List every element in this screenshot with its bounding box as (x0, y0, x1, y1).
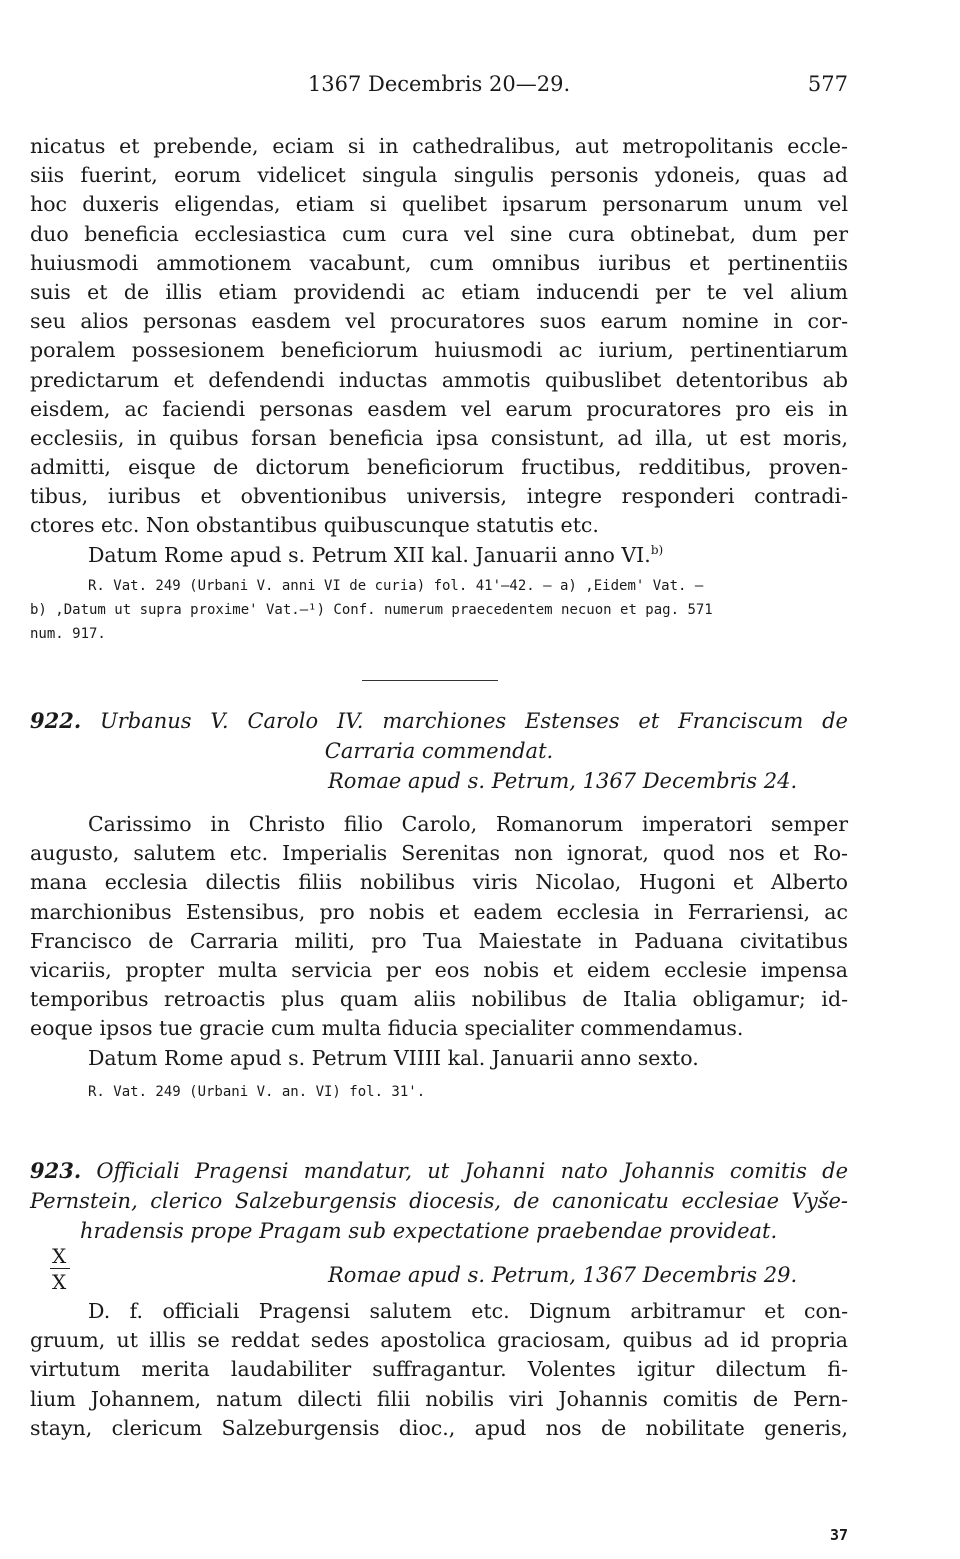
text-line: suis et de illis etiam providendi ac etiam inducendi per te vel alium (30, 279, 848, 304)
text-line: nicatus et prebende, eciam si in cathedralibus, aut metropolitanis eccle- (30, 134, 848, 158)
text-line: huiusmodi ammotionem vacabunt, cum omnibus iuribus et pertinentiis (30, 250, 848, 275)
doc923-heading (30, 1156, 848, 1246)
datum-line: Datum Rome apud s. Petrum VIIII kal. Januarii anno sexto. (88, 1045, 699, 1070)
text-line: siis fuerint, eorum videlicet singula singulis personis ydoneis, quas ad (30, 163, 848, 188)
source-note: num. 917. (30, 626, 106, 642)
page-number: 577 (807, 72, 848, 96)
regest-line (30, 1156, 848, 1186)
datum-line (30, 541, 848, 570)
regest-line: hradensis prope Pragam sub expectatione praebendae provideat. (80, 1219, 778, 1243)
doc921-notes (30, 574, 848, 646)
regest-text: Urbanus V. Carolo IV. marchiones Estenses et Franciscum de (100, 709, 848, 733)
doc922-notes (30, 1080, 848, 1104)
text-line: ecclesiis, in quibus forsan beneficia ipsa consistunt, ad illa, ut est moris, (30, 425, 848, 450)
text-line: mana ecclesia dilectis filiis nobilibus viris Nicolao, Hugoni et Alberto (30, 870, 848, 895)
regest-line: Pernstein, clerico Salzeburgensis diocesis, de canonicatu ecclesiae Vyše- (30, 1189, 848, 1213)
regest-line: Carraria commendat. (324, 739, 554, 763)
text-line: Francisco de Carraria militi, pro Tua Maiestate in Paduana civitatibus (30, 928, 848, 953)
text-line: gruum, ut illis se reddat sedes apostolica graciosam, quibus ad id propria (30, 1328, 848, 1353)
text-line: augusto, salutem etc. Imperialis Serenitas non ignorat, quod nos et Ro- (30, 841, 848, 866)
place-date: Romae apud s. Petrum, 1367 Decembris 24. (328, 769, 798, 793)
text-line: ctores etc. Non obstantibus quibuscunque statutis etc. (30, 513, 599, 538)
source-note: R. Vat. 249 (Urbani V. anni VI de curia) fol. 41'—42. — a) ‚Eidem' Vat. — (88, 578, 704, 594)
text-line: marchionibus Estensibus, pro nobis et eadem ecclesia in Ferrariensi, ac (30, 899, 848, 924)
text-line: tibus, iuribus et obventionibus universis, integre responderi contradi- (30, 484, 848, 509)
text-line: poralem possesionem beneficiorum huiusmodi ac iurium, pertinentiarum (30, 338, 848, 363)
text-line: Carissimo in Christo filio Carolo, Romanorum imperatori semper (88, 812, 848, 836)
running-head (30, 72, 848, 102)
registry-mark-bottom: X (52, 1270, 67, 1294)
text-line: predictarum et defendendi inductas ammotis quibuslibet detentoribus ab (30, 367, 848, 392)
running-head-title: 1367 Decembris 20—29. (307, 72, 571, 96)
section-divider (362, 680, 498, 681)
text-line: eisdem, ac faciendi personas easdem vel earum procuratores pro eis in (30, 396, 848, 421)
doc923-place-date (30, 1260, 848, 1294)
registry-mark-top: X (52, 1244, 67, 1268)
footnote-marker: b) (650, 542, 664, 557)
regest-line (30, 706, 848, 736)
text-line: temporibus retroactis plus quam aliis nobilibus de Italia obligamur; id- (30, 987, 848, 1012)
regest-text: Officiali Pragensi mandatur, ut Johanni nato Johannis comitis de (96, 1159, 848, 1183)
doc922-heading (30, 706, 848, 796)
text-line: virtutum merita laudabiliter suffragantur. Volentes igitur dilectum fi- (30, 1357, 848, 1382)
datum-text: Datum Rome apud s. Petrum XII kal. Januarii anno VI. (88, 542, 651, 567)
source-note: b) ‚Datum ut supra proxime' Vat.—¹) Conf. numerum praecedentem necuon et pag. 571 (30, 602, 713, 618)
signature-mark: 37 (829, 1526, 848, 1544)
source-note: R. Vat. 249 (Urbani V. an. VI) fol. 31'. (88, 1084, 426, 1100)
text-line: lium Johannem, natum dilecti filii nobilis viri Johannis comitis de Pern- (30, 1386, 848, 1411)
text-line: hoc duxeris eligendas, etiam si quelibet ipsarum personarum unum vel (30, 192, 848, 217)
doc921-body (30, 132, 848, 570)
text-line: vicariis, propter multa servicia per eos nobis et eidem ecclesie impensa (30, 957, 848, 982)
document-number: 922. (30, 708, 82, 733)
doc923-body (30, 1297, 848, 1443)
text-line: duo beneficia ecclesiastica cum cura vel sine cura obtinebat, dum per (30, 221, 848, 246)
text-line: eoque ipsos tue gracie cum multa fiducia specialiter commendamus. (30, 1016, 744, 1041)
doc922-body (30, 810, 848, 1073)
document-number: 923. (30, 1158, 82, 1183)
place-date: Romae apud s. Petrum, 1367 Decembris 29. (328, 1263, 798, 1287)
text-line: D. f. officiali Pragensi salutem etc. Dignum arbitramur et con- (88, 1299, 848, 1323)
text-line: admitti, eisque de dictorum beneficiorum fructibus, redditibus, proven- (30, 455, 848, 480)
text-line: stayn, clericum Salzeburgensis dioc., apud nos de nobilitate generis, (30, 1415, 848, 1440)
text-line: seu alios personas easdem vel procuratores suos earum nomine in cor- (30, 309, 848, 334)
